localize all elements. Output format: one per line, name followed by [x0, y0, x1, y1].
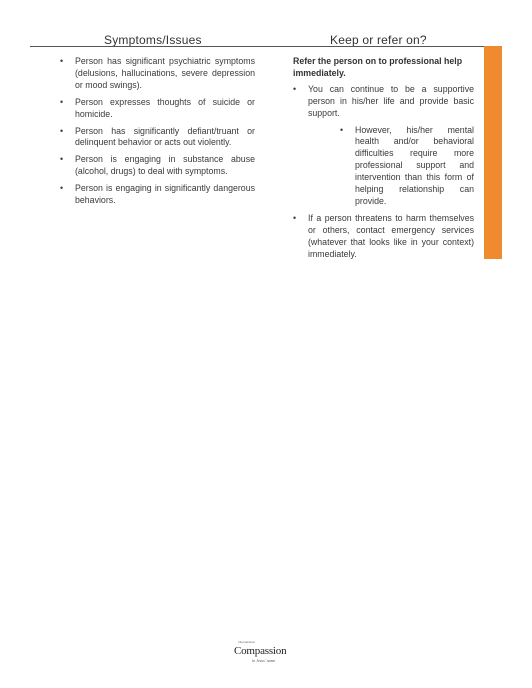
list-item	[60, 183, 255, 207]
column-heading-symptoms: Symptoms/Issues	[104, 33, 202, 47]
list-item-text: Person expresses thoughts of suicide or homicide.	[75, 96, 255, 119]
symptoms-column	[60, 56, 255, 212]
bullet-icon: •	[60, 183, 64, 194]
list-item-text: You can continue to be a supportive person in his/her life and provide basic support.	[308, 83, 474, 118]
list-item	[60, 56, 255, 92]
bullet-icon: •	[293, 83, 297, 94]
sub-list-item-text: However, his/her mental health and/or behavioral difficulties require more professional support and intervention than this form of helping relationship can provide.	[355, 124, 474, 206]
header-rule	[30, 46, 484, 47]
logo-tagline: in Jesus' name	[252, 658, 276, 663]
column-heading-keep-or-refer: Keep or refer on?	[330, 33, 427, 47]
referral-list	[293, 84, 474, 261]
accent-side-bar	[484, 46, 502, 259]
bullet-icon: •	[60, 56, 64, 66]
list-item	[60, 154, 255, 178]
list-item	[293, 84, 474, 208]
list-item-text: If a person threatens to harm themselves or others, contact emergency services (whatever that looks like in your context) immediately.	[308, 212, 474, 259]
sub-list-item	[308, 125, 474, 208]
list-item-text: Person is engaging in substance abuse (alcohol, drugs) to deal with symptoms.	[75, 154, 255, 177]
list-item	[60, 97, 255, 121]
bullet-icon: •	[293, 212, 297, 223]
list-item-text: Person has significant psychiatric symptoms (delusions, hallucinations, severe depression or mood swings).	[75, 56, 255, 90]
symptoms-list	[60, 56, 255, 207]
referral-column	[293, 56, 474, 266]
bullet-icon: •	[60, 125, 64, 136]
logo-wordmark: Compassion	[234, 645, 287, 657]
logo-top-text: International	[238, 640, 255, 644]
list-item	[60, 126, 255, 150]
list-item	[293, 213, 474, 261]
referral-lead: Refer the person on to professional help immediately.	[293, 56, 463, 78]
compassion-logo	[234, 640, 298, 664]
list-item-text: Person is engaging in significantly dangerous behaviors.	[75, 183, 255, 206]
list-item-text: Person has significantly defiant/truant or delinquent behavior or acts out violently.	[75, 125, 255, 148]
bullet-icon: •	[340, 124, 344, 135]
bullet-icon: •	[60, 154, 64, 165]
bullet-icon: •	[60, 96, 64, 107]
